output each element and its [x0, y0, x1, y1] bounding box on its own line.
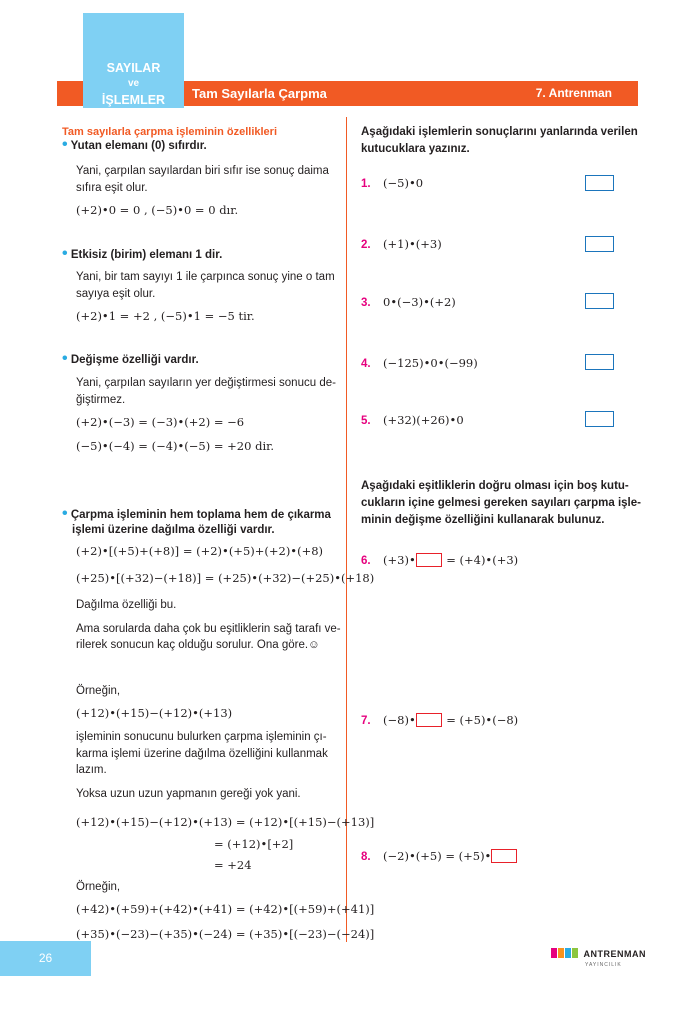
question-8: [361, 847, 517, 865]
calculation-line-3: = +24: [214, 858, 252, 872]
answer-box-1[interactable]: [585, 175, 614, 191]
property-3-example-1: (+2)•(−3) = (−3)•(+2) = −6: [76, 415, 245, 429]
example-1-text-4: Yoksa uzun uzun yapmanın gereği yok yani.: [76, 788, 301, 800]
property-3-text-1: Yani, çarpılan sayıların yer değiştirmesi sonucu de-: [76, 377, 336, 389]
example-2-label: Örneğin,: [76, 881, 121, 893]
bullet-icon: •: [62, 505, 68, 522]
category-tag: [83, 13, 184, 108]
property-2-text-1: Yani, bir tam sayıyı 1 ile çarpınca sonuç yine o tam: [76, 271, 335, 283]
logo-icon: [551, 945, 579, 961]
bullet-icon: •: [62, 350, 68, 367]
property-4-example-2: (+25)•[(+32)−(+18)] = (+25)•(+32)−(+25)•(+18): [76, 571, 375, 585]
property-2-text-2: sayıya eşit olur.: [76, 288, 156, 300]
example-1-text-2: karma işlemi üzerine dağılma özelliğini kullanmak: [76, 748, 328, 760]
example-1-text-1: işleminin sonucunu bulurken çarpma işleminin çı-: [76, 731, 327, 743]
fill-box-8[interactable]: [491, 849, 517, 863]
answer-box-2[interactable]: [585, 236, 614, 252]
question-6: [361, 551, 518, 569]
calculation-line-1: (+12)•(+15)−(+12)•(+13) = (+12)•[(+15)−(+13)]: [76, 815, 375, 829]
question-7: [361, 711, 518, 729]
question-expression: (−125)•0•(−99): [383, 356, 478, 370]
fill-box-6[interactable]: [416, 553, 442, 567]
question-expression-left: (−8)•: [383, 713, 416, 727]
question-number: 5.: [361, 415, 371, 427]
question-number: 8.: [361, 851, 371, 863]
instruction-1-line-1: Aşağıdaki işlemlerin sonuçlarını yanlarında verilen: [361, 126, 638, 138]
property-4-title-2: işlemi üzerine dağılma özelliği vardır.: [72, 524, 275, 536]
page-number: 26: [0, 941, 91, 976]
bullet-icon: •: [62, 136, 68, 153]
property-4-text-2: Ama sorularda daha çok bu eşitliklerin sağ tarafı ve-: [76, 623, 341, 635]
question-4: [361, 354, 478, 372]
question-2: [361, 235, 442, 253]
category-tag-line3: İŞLEMLER: [101, 93, 166, 107]
fill-box-7[interactable]: [416, 713, 442, 727]
publisher-logo: [551, 944, 646, 968]
example-1-label: Örneğin,: [76, 685, 121, 697]
question-5: [361, 411, 464, 429]
instruction-2-line-1: Aşağıdaki eşitliklerin doğru olması için boş kutu-: [361, 480, 629, 492]
question-number: 4.: [361, 358, 371, 370]
property-1-text-2: sıfıra eşit olur.: [76, 182, 148, 194]
property-3-title: • Değişme özelliği vardır.: [62, 350, 199, 367]
example-1-text-3: lazım.: [76, 764, 107, 776]
question-expression-left: (−2)•(+5) = (+5)•: [383, 849, 492, 863]
category-tag-line1: SAYILAR: [106, 61, 161, 75]
property-3-example-2: (−5)•(−4) = (−4)•(−5) = +20 dir.: [76, 439, 275, 453]
question-number: 6.: [361, 555, 371, 567]
question-3: [361, 293, 456, 311]
property-3-text-2: ğiştirmez.: [76, 394, 126, 406]
page-title: Tam Sayılarla Çarpma: [192, 86, 327, 101]
question-expression: (−5)•0: [383, 176, 424, 190]
question-number: 2.: [361, 239, 371, 251]
answer-box-5[interactable]: [585, 411, 614, 427]
question-number: 1.: [361, 178, 371, 190]
property-4-title-1: • Çarpma işleminin hem toplama hem de çıkarma: [62, 505, 331, 522]
property-2-title: • Etkisiz (birim) elemanı 1 dir.: [62, 245, 223, 262]
logo-brand: ANTRENMAN: [583, 949, 646, 959]
instruction-2-line-2: cukların içine gelmesi gereken sayıları çarpma işle-: [361, 497, 641, 509]
answer-box-3[interactable]: [585, 293, 614, 309]
property-4-text-3: rilerek sonucun kaç olduğu sorulur. Ona göre.☺: [76, 639, 320, 651]
question-expression: (+32)(+26)•0: [383, 413, 464, 427]
example-1-expression: (+12)•(+15)−(+12)•(+13): [76, 706, 233, 720]
property-1-text-1: Yani, çarpılan sayılardan biri sıfır ise sonuç daima: [76, 165, 329, 177]
question-number: 3.: [361, 297, 371, 309]
bullet-icon: •: [62, 245, 68, 262]
properties-heading: Tam sayılarla çarpma işleminin özellikleri: [62, 126, 278, 138]
property-1-example: (+2)•0 = 0 , (−5)•0 = 0 dır.: [76, 203, 239, 217]
category-tag-line2: ve: [127, 78, 140, 89]
example-2-expression-b: (+35)•(−23)−(+35)•(−24) = (+35)•[(−23)−(−24)]: [76, 927, 375, 941]
example-2-expression-a: (+42)•(+59)+(+42)•(+41) = (+42)•[(+59)+(+41)]: [76, 902, 375, 916]
question-expression-right: = (+4)•(+3): [446, 553, 519, 567]
instruction-2-line-3: minin değişme özelliğini kullanarak bulunuz.: [361, 514, 605, 526]
property-4-text-1: Dağılma özelliği bu.: [76, 599, 177, 611]
question-expression: (+1)•(+3): [383, 237, 442, 251]
section-label: 7. Antrenman: [535, 86, 612, 100]
property-1-title: • Yutan elemanı (0) sıfırdır.: [62, 136, 207, 153]
property-4-example-1: (+2)•[(+5)+(+8)] = (+2)•(+5)+(+2)•(+8): [76, 544, 324, 558]
logo-subtitle: YAYINCILIK: [585, 962, 622, 968]
answer-box-4[interactable]: [585, 354, 614, 370]
calculation-line-2: = (+12)•[+2]: [214, 837, 294, 851]
instruction-1-line-2: kutucuklara yazınız.: [361, 143, 470, 155]
question-expression-left: (+3)•: [383, 553, 416, 567]
property-2-example: (+2)•1 = +2 , (−5)•1 = −5 tir.: [76, 309, 255, 323]
question-1: [361, 174, 423, 192]
question-expression-right: = (+5)•(−8): [446, 713, 519, 727]
question-expression: 0•(−3)•(+2): [383, 295, 456, 309]
question-number: 7.: [361, 715, 371, 727]
